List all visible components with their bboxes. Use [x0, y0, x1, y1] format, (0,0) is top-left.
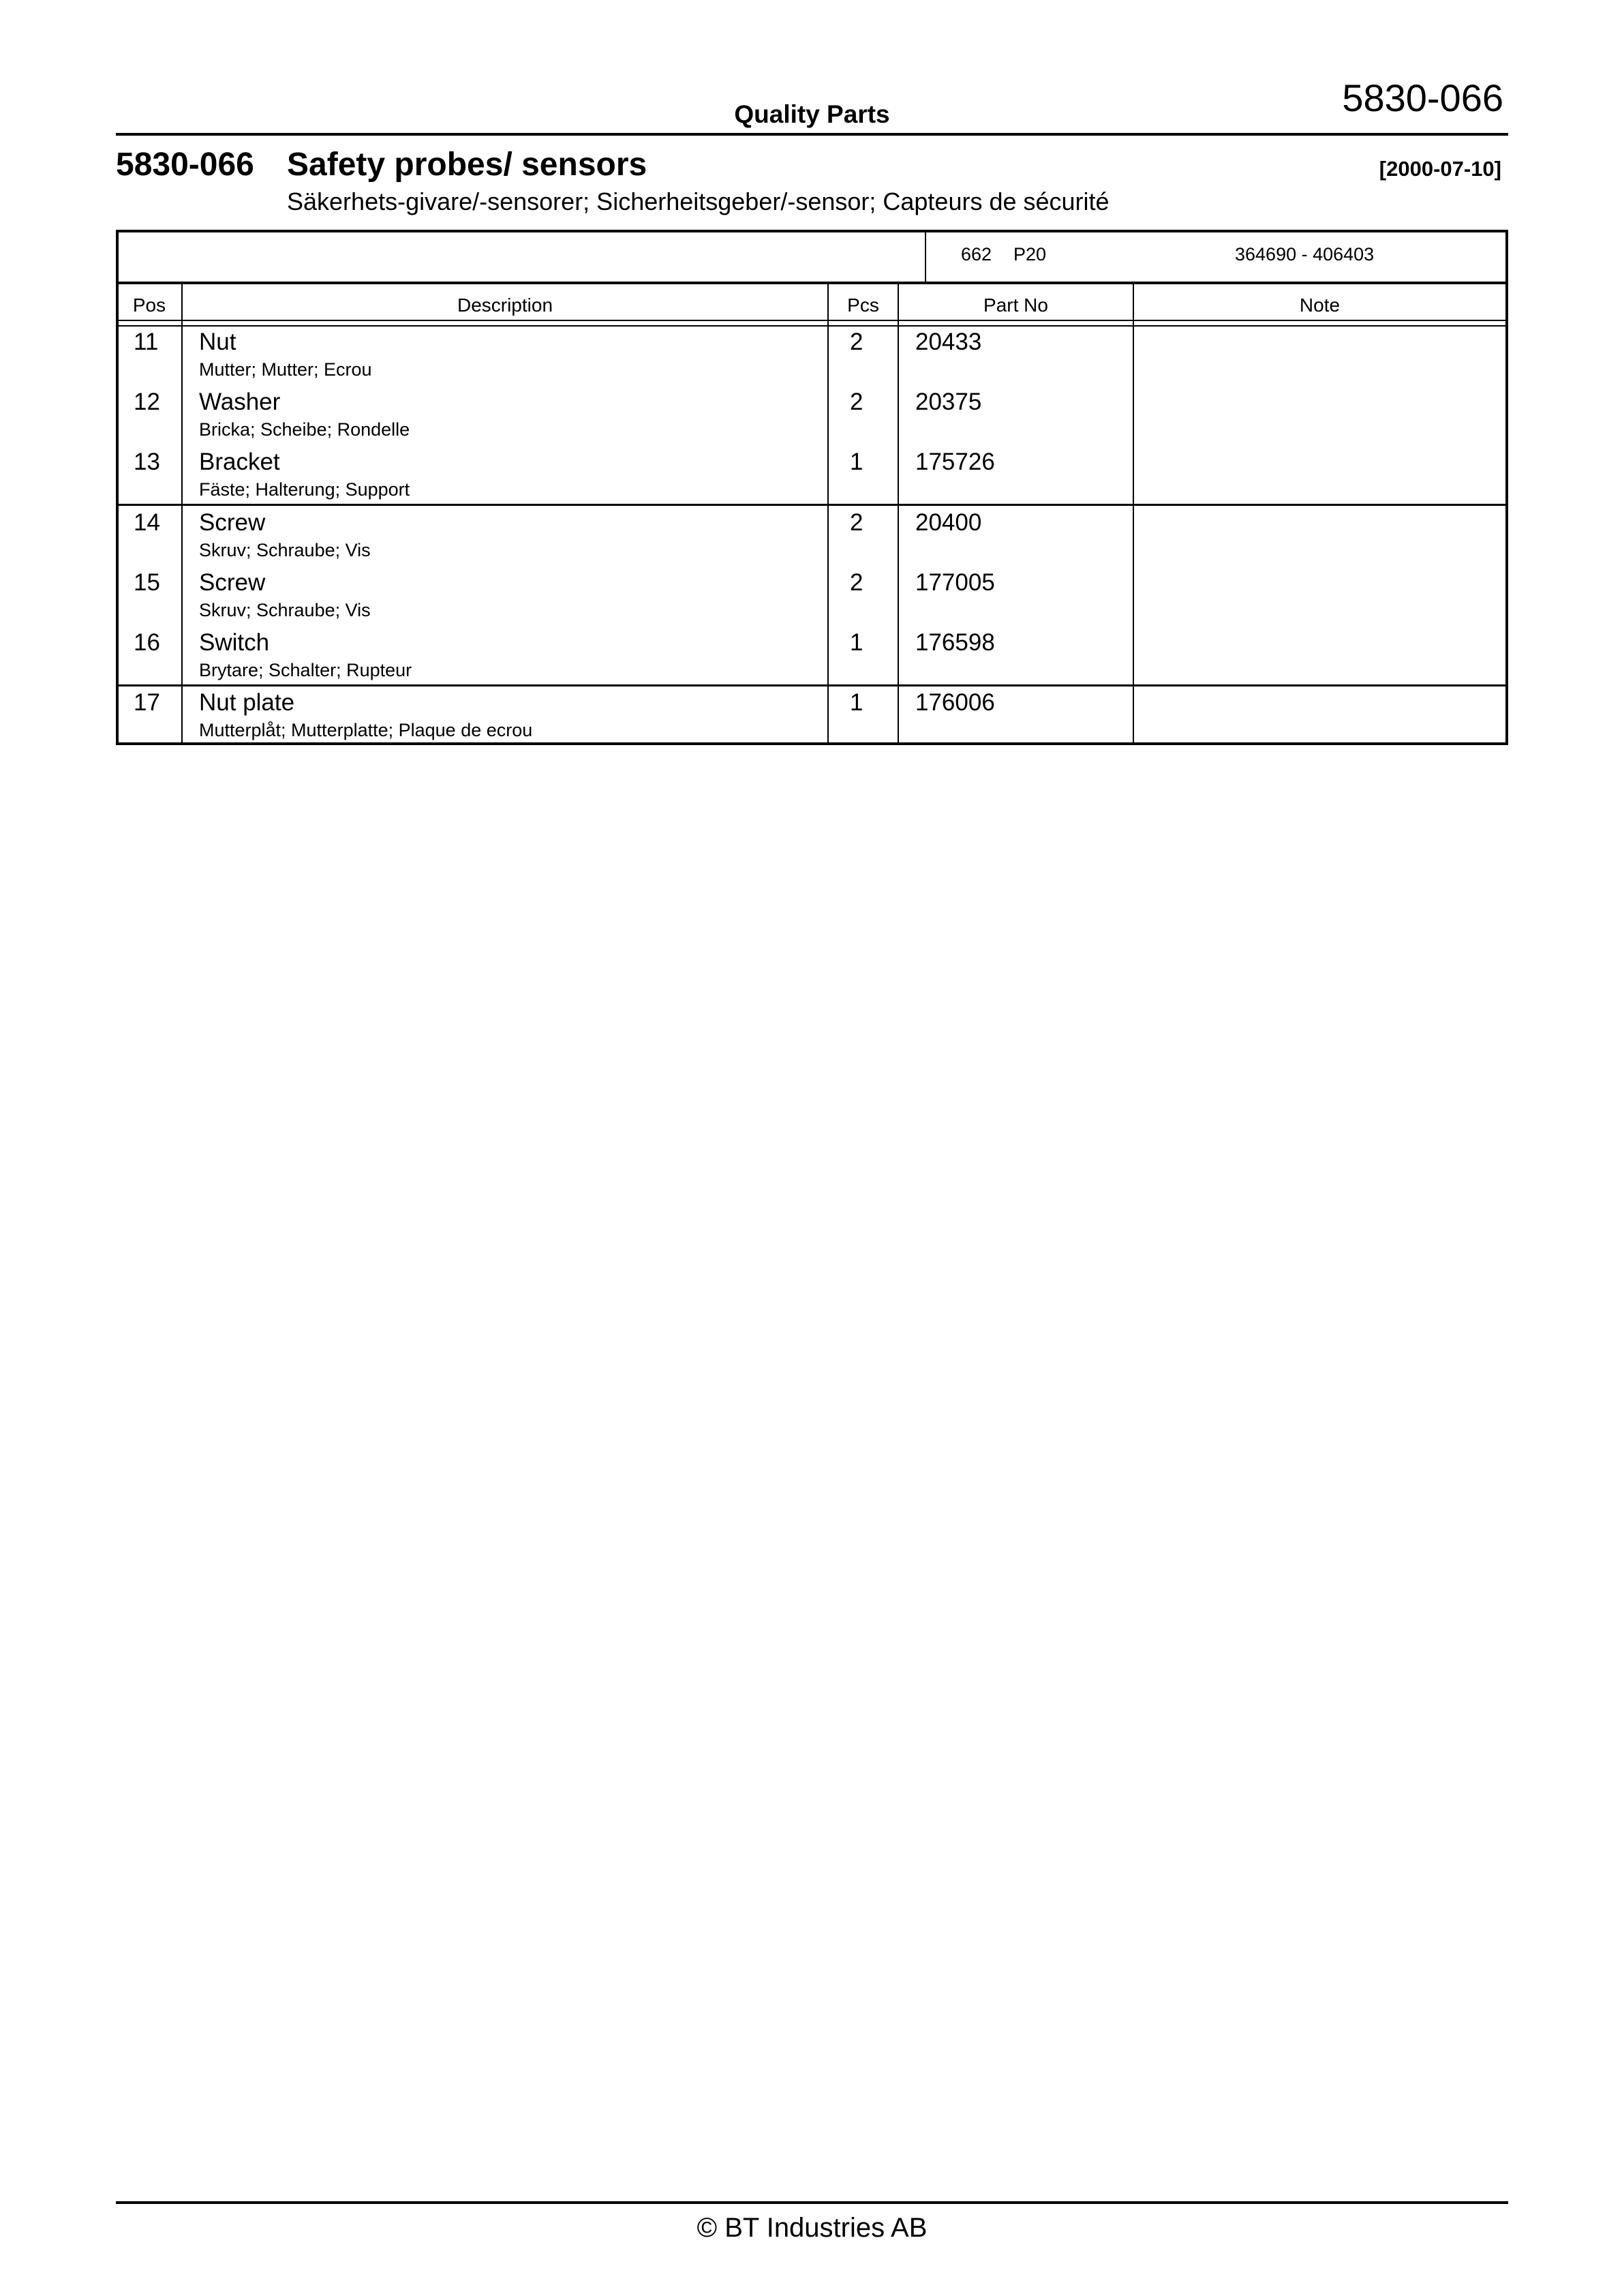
row-pcs: 1: [850, 689, 863, 716]
row-part-no: 20375: [915, 389, 982, 415]
header-rule-2: [116, 325, 1508, 327]
column-header-note: Note: [1299, 294, 1341, 316]
row-translations: Fäste; Halterung; Support: [199, 479, 410, 500]
row-translations: Mutter; Mutter; Ecrou: [199, 359, 372, 380]
header-rule-1: [116, 320, 1508, 321]
row-part-no: 20400: [915, 509, 982, 536]
row-translations: Skruv; Schraube; Vis: [199, 540, 371, 560]
section-code: 5830-066: [116, 147, 254, 183]
serial-range: 364690 - 406403: [1235, 244, 1375, 265]
column-header-partno: Part No: [983, 294, 1048, 316]
row-pcs: 2: [850, 389, 863, 415]
row-pcs: 1: [850, 629, 863, 656]
row-description: Bracket: [199, 449, 280, 475]
header-divider: [116, 133, 1508, 136]
footer-copyright: © BT Industries AB: [697, 2213, 928, 2243]
row-pcs: 1: [850, 449, 863, 475]
row-translations: Skruv; Schraube; Vis: [199, 600, 371, 620]
row-pos: 13: [134, 449, 160, 475]
row-pos: 17: [134, 689, 160, 716]
box-bottom-border: [116, 282, 1508, 284]
row-part-no: 176006: [915, 689, 995, 716]
row-pcs: 2: [850, 329, 863, 355]
row-translations: Mutterplåt; Mutterplatte; Plaque de ecrou: [199, 720, 533, 740]
section-title: Safety probes/ sensors: [287, 147, 647, 183]
column-header-pos: Pos: [132, 294, 166, 316]
row-description: Screw: [199, 509, 266, 536]
row-part-no: 176598: [915, 629, 995, 656]
row-part-no: 20433: [915, 329, 982, 355]
col-divider-description: [827, 282, 829, 745]
col-divider-pos: [181, 282, 183, 745]
header-title: Quality Parts: [734, 100, 890, 128]
model-code: 662: [961, 244, 992, 265]
applicability-divider: [925, 230, 926, 283]
row-description: Washer: [199, 389, 281, 415]
section-translations: Säkerhets-givare/-sensorer; Sicherheitsgeber/-sensor; Capteurs de sécurité: [287, 187, 1110, 215]
row-description: Nut: [199, 329, 236, 355]
row-pos: 12: [134, 389, 160, 415]
row-part-no: 177005: [915, 569, 995, 596]
row-translations: Bricka; Scheibe; Rondelle: [199, 419, 410, 440]
column-header-pcs: Pcs: [847, 294, 879, 316]
row-pcs: 2: [850, 509, 863, 536]
row-pos: 15: [134, 569, 160, 596]
row-pos: 14: [134, 509, 160, 536]
row-description: Screw: [199, 569, 266, 596]
row-pos: 11: [134, 329, 159, 355]
row-part-no: 175726: [915, 449, 995, 475]
row-translations: Brytare; Schalter; Rupteur: [199, 660, 412, 680]
column-header-description: Description: [457, 294, 553, 316]
row-pos: 16: [134, 629, 160, 656]
group-separator-2: [116, 684, 1508, 686]
row-description: Switch: [199, 629, 270, 656]
col-divider-partno: [1133, 282, 1134, 745]
header-document-number: 5830-066: [1342, 76, 1503, 119]
section-date: [2000-07-10]: [1379, 157, 1501, 181]
group-separator-1: [116, 504, 1508, 506]
model-name: P20: [1013, 244, 1047, 265]
col-divider-pcs: [898, 282, 899, 745]
row-description: Nut plate: [199, 689, 295, 716]
row-pcs: 2: [850, 569, 863, 596]
footer-divider: [116, 2201, 1508, 2204]
